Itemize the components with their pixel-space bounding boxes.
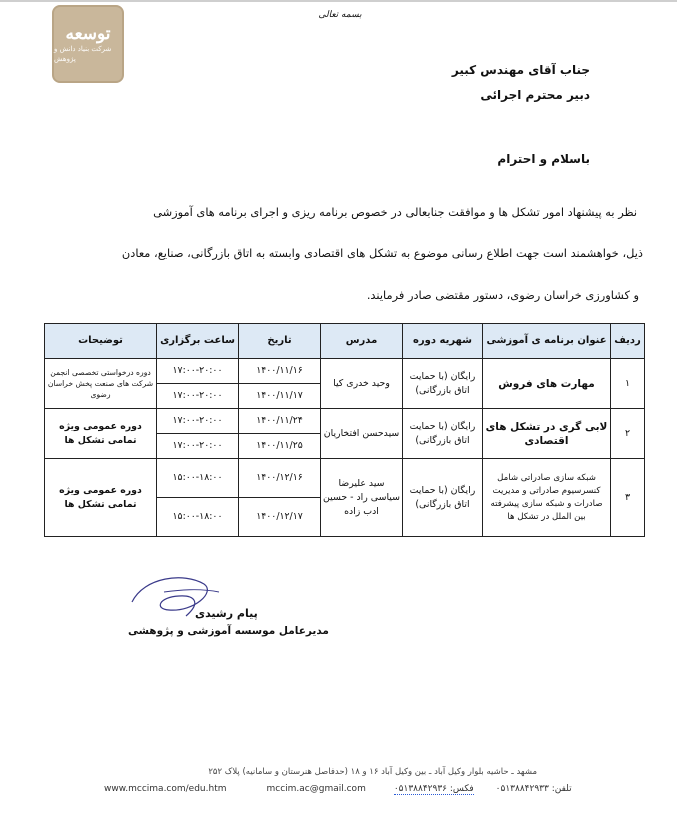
salutation: باسلام و احترام	[497, 152, 590, 166]
course-title: شبکه سازی صادراتی شامل کنسرسیوم صادراتی و مدیریت صادرات و شبکه سازی پیشرفته بین الملل در تشکل ها	[483, 459, 611, 537]
course-notes: دوره عمومی ویژه تمامی تشکل ها	[45, 409, 157, 459]
course-date-1: ۱۴۰۰/۱۱/۱۶	[256, 365, 303, 376]
header-notes: توضیحات	[45, 324, 157, 359]
header-time: ساعت برگزاری	[157, 324, 239, 359]
course-date-1: ۱۴۰۰/۱۲/۱۶	[256, 472, 303, 483]
course-time-2: ۱۵:۰۰-۱۸:۰۰	[157, 497, 238, 536]
header-course-title: عنوان برنامه ی آموزشی	[483, 324, 611, 359]
row-number: ۱	[611, 359, 645, 409]
course-time-1: ۱۷:۰۰-۲۰:۰۰	[172, 365, 223, 376]
course-date-2: ۱۴۰۰/۱۲/۱۷	[239, 497, 320, 536]
header-teacher: مدرس	[321, 324, 403, 359]
course-dates	[239, 409, 321, 459]
page-top-edge	[0, 0, 677, 2]
row-number: ۲	[611, 409, 645, 459]
header-date: تاریخ	[239, 324, 321, 359]
header-fee: شهریه دوره	[403, 324, 483, 359]
course-teacher: وحید خدری کیا	[321, 359, 403, 409]
course-teacher: سید علیرضا سیاسی راد - حسین ادب زاده	[321, 459, 403, 537]
body-line-2: ذیل، خواهشمند است جهت اطلاع رسانی موضوع به تشکل های اقتصادی وابسته به اتاق بازرگانی، صنایع، معادن	[121, 246, 643, 260]
course-schedule-table	[44, 323, 645, 537]
footer-contacts	[104, 784, 572, 795]
course-date-2: ۱۴۰۰/۱۱/۱۷	[239, 383, 320, 408]
table-header-row	[45, 324, 645, 359]
body-line-3: و کشاورزی خراسان رضوی، دستور مقتضی صادر فرمایند.	[366, 288, 639, 302]
course-dates	[239, 459, 321, 537]
course-time-2: ۱۷:۰۰-۲۰:۰۰	[157, 383, 238, 408]
course-fee: رایگان (با حمایت اتاق بازرگانی)	[403, 359, 483, 409]
header-row-number: ردیف	[611, 324, 645, 359]
course-times	[157, 459, 239, 537]
table-row	[45, 359, 645, 409]
signatory-title: مدیرعامل موسسه آموزشی و پژوهشی	[128, 625, 329, 637]
course-teacher: سیدحسن افتخاریان	[321, 409, 403, 459]
recipient-block	[452, 58, 590, 108]
course-notes: دوره درخواستی تخصصی انجمن شرکت های صنعت پخش خراسان رضوی	[45, 359, 157, 409]
institute-logo	[52, 5, 124, 83]
course-fee: رایگان (با حمایت اتاق بازرگانی)	[403, 459, 483, 537]
footer-fax: فکس: ۰۵۱۳۸۸۴۲۹۳۶	[393, 784, 474, 794]
logo-text-main: توسعه	[65, 24, 111, 44]
row-number: ۳	[611, 459, 645, 537]
course-time-1: ۱۵:۰۰-۱۸:۰۰	[172, 472, 223, 483]
signatory-name: پیام رشیدی	[195, 607, 258, 620]
course-times	[157, 409, 239, 459]
table-row	[45, 459, 645, 537]
recipient-name: جناب آقای مهندس کبیر	[451, 63, 590, 77]
course-dates	[239, 359, 321, 409]
footer-website[interactable]: www.mccima.com/edu.htm	[104, 784, 227, 794]
course-title: لابی گری در تشکل های اقتصادی	[483, 409, 611, 459]
footer-email[interactable]: mccim.ac@gmail.com	[266, 784, 366, 794]
logo-text-sub: شرکت بنیاد دانش و پژوهش	[54, 45, 112, 63]
bismillah-heading: بسمه تعالی	[318, 10, 362, 20]
course-notes: دوره عمومی ویژه تمامی تشکل ها	[45, 459, 157, 537]
course-date-1: ۱۴۰۰/۱۱/۲۴	[256, 415, 303, 426]
footer-address: مشهد ـ حاشیه بلوار وکیل آباد ـ بین وکیل آباد ۱۶ و ۱۸ (حدفاصل هنرستان و سامانیه) پلاک ۲۵۲	[208, 767, 537, 777]
table-row	[45, 409, 645, 459]
course-fee: رایگان (با حمایت اتاق بازرگانی)	[403, 409, 483, 459]
course-date-2: ۱۴۰۰/۱۱/۲۵	[239, 433, 320, 458]
course-times	[157, 359, 239, 409]
course-title: مهارت های فروش	[483, 359, 611, 409]
course-time-1: ۱۷:۰۰-۲۰:۰۰	[172, 415, 223, 426]
footer-phone: تلفن: ۰۵۱۳۸۸۴۲۹۳۳	[495, 784, 572, 794]
body-line-1: نظر به پیشنهاد امور تشکل ها و موافقت جنابعالی در خصوص برنامه ریزی و اجرای برنامه های آموزشی	[153, 205, 637, 219]
recipient-title: دبیر محترم اجرائی	[480, 88, 590, 102]
course-time-2: ۱۷:۰۰-۲۰:۰۰	[157, 433, 238, 458]
